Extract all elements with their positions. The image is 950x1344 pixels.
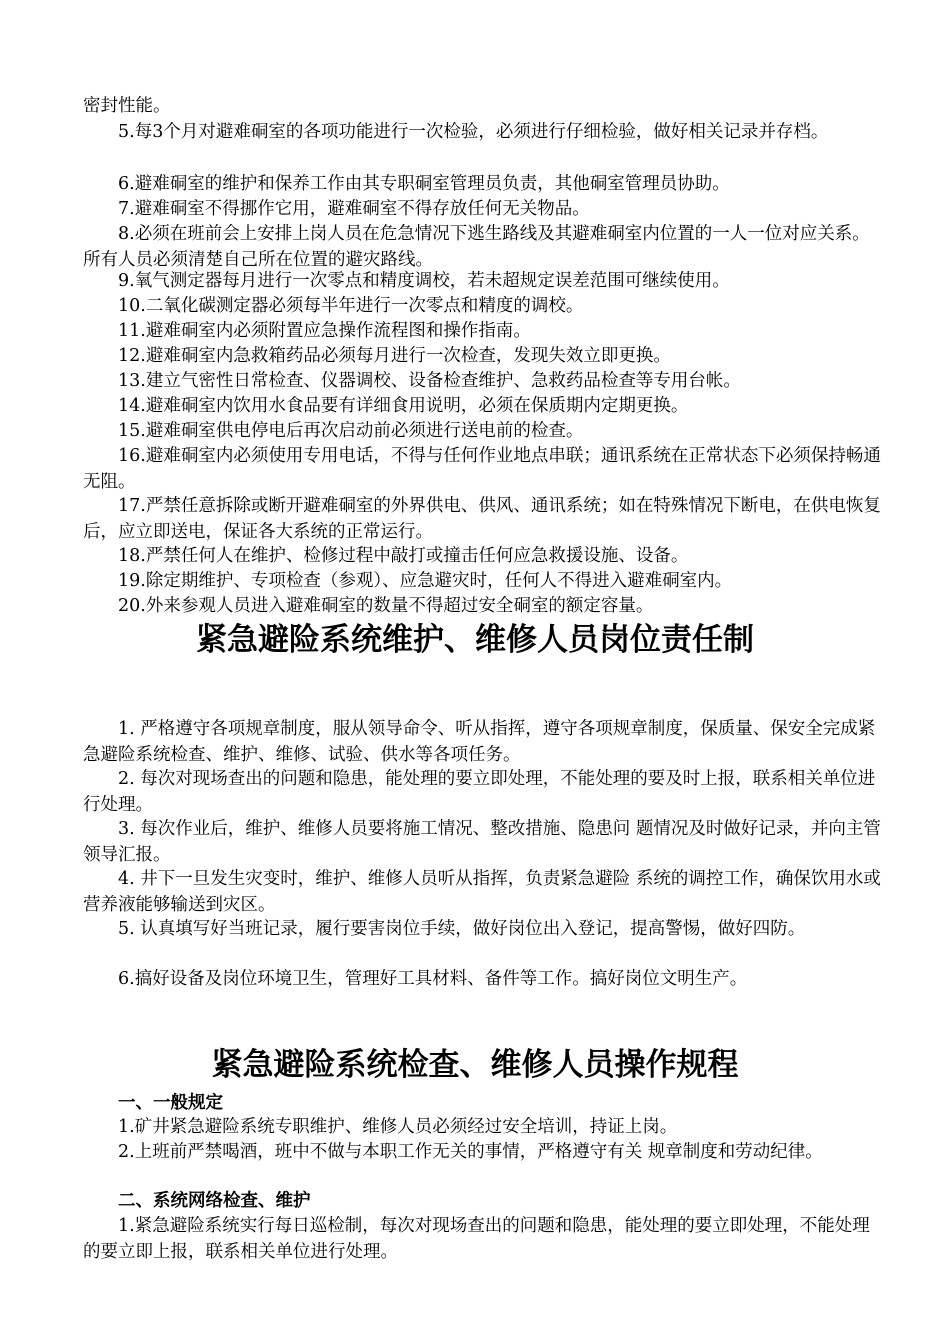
paragraph: 1.紧急避险系统实行每日巡检制，每次对现场查出的问题和隐患，能处理的要立即处理，不能处理的要立即上报，联系相关单位进行处理。 xyxy=(83,1216,870,1262)
paragraph: 2.上班前严禁喝酒，班中不做与本职工作无关的事情，严格遵守有关 规章制度和劳动纪律。 xyxy=(83,1142,823,1162)
paragraph: 6.搞好设备及岗位环境卫生，管理好工具材料、备件等工作。搞好岗位文明生产。 xyxy=(83,969,748,989)
paragraph: 17.严禁任意拆除或断开避难硐室的外界供电、供风、通讯系统；如在特殊情况下断电，在供电恢复后，应立即送电，保证各大系统的正常运行。 xyxy=(83,496,881,542)
paragraph: 8.必须在班前会上安排上岗人员在危急情况下逃生路线及其避难硐室内位置的一人一位对应关系。所有人员必须清楚自己所在位置的避灾路线。 xyxy=(83,224,870,270)
paragraph: 3. 每次作业后，维护、维修人员要将施工情况、整改措施、隐患问 题情况及时做好记录，并向主管领导汇报。 xyxy=(83,819,881,865)
paragraph: 7.避难硐室不得挪作它用，避难硐室不得存放任何无关物品。 xyxy=(83,199,590,219)
paragraph: 6.避难硐室的维护和保养工作由其专职硐室管理员负责，其他硐室管理员协助。 xyxy=(83,174,730,194)
subheading-network: 二、系统网络检查、维护 xyxy=(83,1191,311,1211)
subheading-general: 一、一般规定 xyxy=(83,1093,223,1113)
paragraph: 1.矿井紧急避险系统专职维护、维修人员必须经过安全培训，持证上岗。 xyxy=(83,1117,678,1137)
section-title-procedure: 紧急避险系统检查、维修人员操作规程 xyxy=(211,1047,739,1083)
paragraph: 13.建立气密性日常检查、仪器调校、设备检查维护、急救药品检查等专用台帐。 xyxy=(83,371,741,391)
paragraph: 1. 严格遵守各项规章制度，服从领导命令、听从指挥，遵守各项规章制度，保质量、保安全完成紧急避险系统检查、维护、维修、试验、供水等各项任务。 xyxy=(83,719,876,765)
paragraph: 20.外来参观人员进入避难硐室的数量不得超过安全硐室的额定容量。 xyxy=(83,596,654,616)
paragraph: 5. 认真填写好当班记录，履行要害岗位手续，做好岗位出入登记，提高警惕，做好四防。 xyxy=(83,919,806,939)
paragraph: 16.避难硐室内必须使用专用电话，不得与任何作业地点串联；通讯系统在正常状态下必须保持畅通无阻。 xyxy=(83,446,881,492)
paragraph: 14.避难硐室内饮用水食品要有详细食用说明，必须在保质期内定期更换。 xyxy=(83,396,689,416)
section-title-responsibility: 紧急避险系统维护、维修人员岗位责任制 xyxy=(196,622,754,658)
paragraph: 18.严禁任何人在维护、检修过程中敲打或撞击任何应急救援设施、设备。 xyxy=(83,546,689,566)
paragraph: 2. 每次对现场查出的问题和隐患，能处理的要立即处理，不能处理的要及时上报，联系相关单位进行处理。 xyxy=(83,769,876,815)
paragraph: 12.避难硐室内急救箱药品必须每月进行一次检查，发现失效立即更换。 xyxy=(83,346,671,366)
paragraph: 15.避难硐室供电停电后再次启动前必须进行送电前的检查。 xyxy=(83,421,584,441)
paragraph: 19.除定期维护、专项检查（参观）、应急避灾时，任何人不得进入避难硐室内。 xyxy=(83,571,733,591)
paragraph: 密封性能。 xyxy=(83,96,171,116)
paragraph: 9.氧气测定器每月进行一次零点和精度调校，若未超规定误差范围可继续使用。 xyxy=(83,271,730,291)
paragraph: 10.二氧化碳测定器必须每半年进行一次零点和精度的调校。 xyxy=(83,296,584,316)
paragraph: 5.每3个月对避难硐室的各项功能进行一次检验，必须进行仔细检验，做好相关记录并存档。 xyxy=(83,122,829,142)
paragraph: 4. 井下一旦发生灾变时，维护、维修人员听从指挥，负责紧急避险 系统的调控工作，确保饮用水或营养液能够输送到灾区。 xyxy=(83,869,881,915)
paragraph: 11.避难硐室内必须附置应急操作流程图和操作指南。 xyxy=(83,321,531,341)
